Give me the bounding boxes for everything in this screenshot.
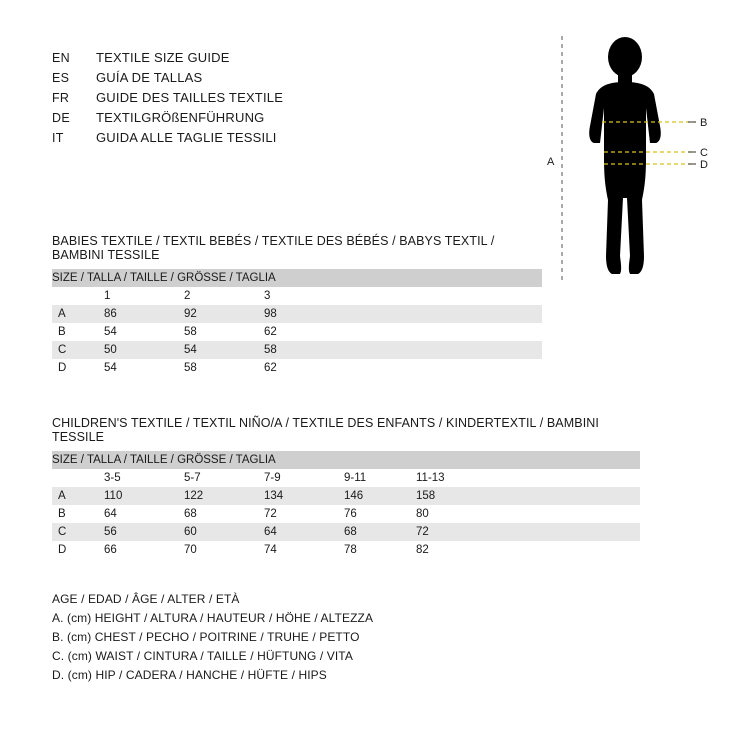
cell-value: 58: [264, 341, 344, 359]
cell-value: 82: [416, 541, 496, 559]
babies-table-caption: BABIES TEXTILE / TEXTIL BEBÉS / TEXTILE DES BÉBÉS / BABYS TEXTIL / BAMBINI TESSILE: [52, 234, 495, 262]
sizes-row-label: [52, 287, 104, 305]
body-silhouette: [589, 37, 661, 274]
cell-value: 72: [416, 523, 496, 541]
legend-line-age: AGE / EDAD / ÂGE / ALTER / ETÀ: [52, 592, 240, 606]
cell-value: 60: [184, 523, 264, 541]
cell-value: 92: [184, 305, 264, 323]
table-header-row: [52, 451, 640, 469]
cell-value: 64: [264, 523, 344, 541]
language-code-de: DE: [52, 111, 70, 125]
size-value: 2: [184, 287, 264, 305]
table-row: [52, 487, 640, 505]
cell-value: 78: [344, 541, 416, 559]
language-title-de: TEXTILGRÖßENFÜHRUNG: [96, 110, 265, 125]
cell-value: 58: [184, 359, 264, 377]
table-row: [52, 305, 542, 323]
measurement-legend: [52, 590, 532, 685]
babies-header-label: SIZE / TALLA / TAILLE / GRÖSSE / TAGLIA: [52, 269, 542, 287]
row-label-c: C: [52, 341, 104, 359]
row-label-b: B: [52, 505, 104, 523]
cell-value: 66: [104, 541, 184, 559]
language-title-block: [52, 48, 482, 148]
language-title-fr: GUIDE DES TAILLES TEXTILE: [96, 90, 284, 105]
language-code-es: ES: [52, 71, 70, 85]
cell-value: 98: [264, 305, 344, 323]
cell-value: 62: [264, 359, 344, 377]
cell-value: 86: [104, 305, 184, 323]
cell-value: 58: [184, 323, 264, 341]
language-row: [52, 108, 482, 128]
size-value: 3-5: [104, 469, 184, 487]
table-sizes-row: [52, 469, 640, 487]
size-value: 11-13: [416, 469, 496, 487]
language-code-en: EN: [52, 51, 70, 65]
language-code-fr: FR: [52, 91, 70, 105]
cell-value: 122: [184, 487, 264, 505]
row-label-d: D: [52, 359, 104, 377]
language-title-es: GUÍA DE TALLAS: [96, 70, 203, 85]
size-value: 9-11: [344, 469, 416, 487]
size-value: 1: [104, 287, 184, 305]
cell-value: 62: [264, 323, 344, 341]
language-row: [52, 48, 482, 68]
legend-line-a: A. (cm) HEIGHT / ALTURA / HAUTEUR / HÖHE / ALTEZZA: [52, 611, 374, 625]
table-row: [52, 523, 640, 541]
cell-value: 54: [104, 359, 184, 377]
marker-label-b: B: [700, 117, 708, 129]
cell-value: 68: [184, 505, 264, 523]
language-row: [52, 88, 482, 108]
size-value: 5-7: [184, 469, 264, 487]
cell-value: 134: [264, 487, 344, 505]
language-title-it: GUIDA ALLE TAGLIE TESSILI: [96, 130, 277, 145]
cell-value: 54: [184, 341, 264, 359]
cell-value: 74: [264, 541, 344, 559]
row-label-a: A: [52, 305, 104, 323]
table-row: [52, 323, 542, 341]
children-header-label: SIZE / TALLA / TAILLE / GRÖSSE / TAGLIA: [52, 451, 640, 469]
cell-value: 64: [104, 505, 184, 523]
cell-value: 158: [416, 487, 496, 505]
children-table-caption: CHILDREN'S TEXTILE / TEXTIL NIÑO/A / TEXTILE DES ENFANTS / KINDERTEXTIL / BAMBINI TESSILE: [52, 416, 599, 444]
table-sizes-row: [52, 287, 542, 305]
children-size-section: [52, 416, 640, 559]
cell-value: 56: [104, 523, 184, 541]
row-label-d: D: [52, 541, 104, 559]
measurement-figure: [520, 30, 730, 290]
cell-value: 76: [344, 505, 416, 523]
table-row: [52, 341, 542, 359]
language-title-en: TEXTILE SIZE GUIDE: [96, 50, 230, 65]
language-code-it: IT: [52, 131, 64, 145]
language-row: [52, 68, 482, 88]
cell-value: 110: [104, 487, 184, 505]
sizes-row-label: [52, 469, 104, 487]
legend-line-c: C. (cm) WAIST / CINTURA / TAILLE / HÜFTUNG / VITA: [52, 649, 353, 663]
cell-value: 72: [264, 505, 344, 523]
table-header-row: [52, 269, 542, 287]
table-row: [52, 541, 640, 559]
row-label-c: C: [52, 523, 104, 541]
table-row: [52, 505, 640, 523]
table-row: [52, 359, 542, 377]
marker-label-d: D: [700, 159, 708, 171]
cell-value: 70: [184, 541, 264, 559]
cell-value: 54: [104, 323, 184, 341]
babies-size-section: [52, 234, 542, 377]
language-row: [52, 128, 482, 148]
size-value: 7-9: [264, 469, 344, 487]
legend-line-d: D. (cm) HIP / CADERA / HANCHE / HÜFTE / HIPS: [52, 668, 327, 682]
legend-line-b: B. (cm) CHEST / PECHO / POITRINE / TRUHE / PETTO: [52, 630, 360, 644]
babies-size-table: [52, 269, 542, 377]
row-label-b: B: [52, 323, 104, 341]
size-value: 3: [264, 287, 344, 305]
cell-value: 50: [104, 341, 184, 359]
marker-label-a: A: [547, 156, 555, 168]
cell-value: 146: [344, 487, 416, 505]
cell-value: 80: [416, 505, 496, 523]
children-size-table: [52, 451, 640, 559]
row-label-a: A: [52, 487, 104, 505]
cell-value: 68: [344, 523, 416, 541]
marker-label-c: C: [700, 147, 708, 159]
